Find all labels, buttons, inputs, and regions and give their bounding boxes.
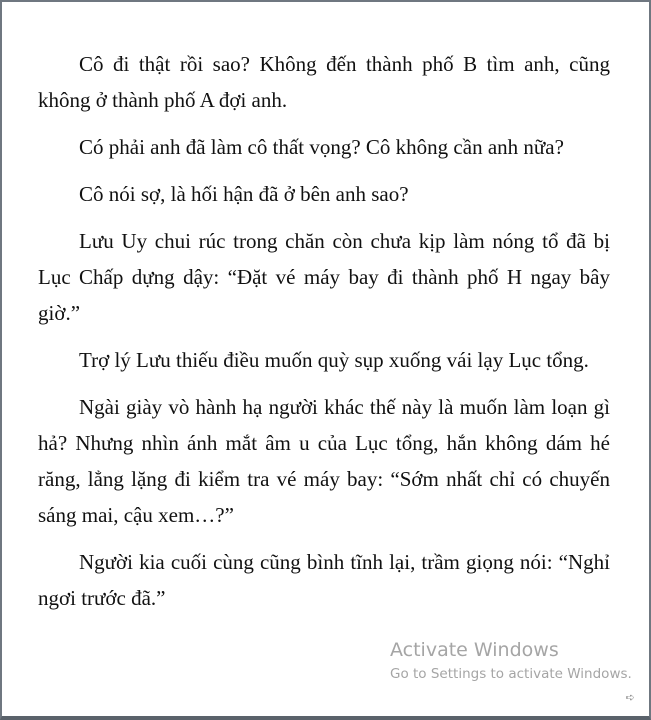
document-page — [38, 46, 610, 627]
watermark-subtitle: Go to Settings to activate Windows. — [390, 666, 632, 682]
paragraph-2: Có phải anh đã làm cô thất vọng? Cô không cần anh nữa? — [79, 135, 564, 159]
watermark-title: Activate Windows — [390, 639, 559, 661]
paragraph-3: Cô nói sợ, là hối hận đã ở bên anh sao? — [79, 182, 409, 206]
paragraph-5: Trợ lý Lưu thiếu điều muốn quỳ sụp xuống vái lạy Lục tổng. — [79, 348, 589, 372]
resize-grip-icon[interactable]: ➪ — [625, 691, 635, 704]
activate-windows-watermark — [390, 638, 632, 686]
paragraph-1: Cô đi thật rồi sao? Không đến thành phố B tìm anh, cũng không ở thành phố A đợi anh. — [38, 52, 610, 112]
paragraph-7: Người kia cuối cùng cũng bình tĩnh lại, trầm giọng nói: “Nghỉ ngơi trước đã.” — [38, 550, 610, 610]
paragraph-6: Ngài giày vò hành hạ người khác thế này là muốn làm loạn gì hả? Nhưng nhìn ánh mắt âm u của Lục tổng, hắn không dám hé răng, lẳng lặng đi kiểm tra vé máy bay: “Sớm nhất chỉ có chuyến sáng mai, cậu xem…?” — [38, 395, 610, 527]
paragraph-4: Lưu Uy chui rúc trong chăn còn chưa kịp làm nóng tổ đã bị Lục Chấp dựng dậy: “Đặt vé máy bay đi thành phố H ngay bây giờ.” — [38, 229, 610, 325]
